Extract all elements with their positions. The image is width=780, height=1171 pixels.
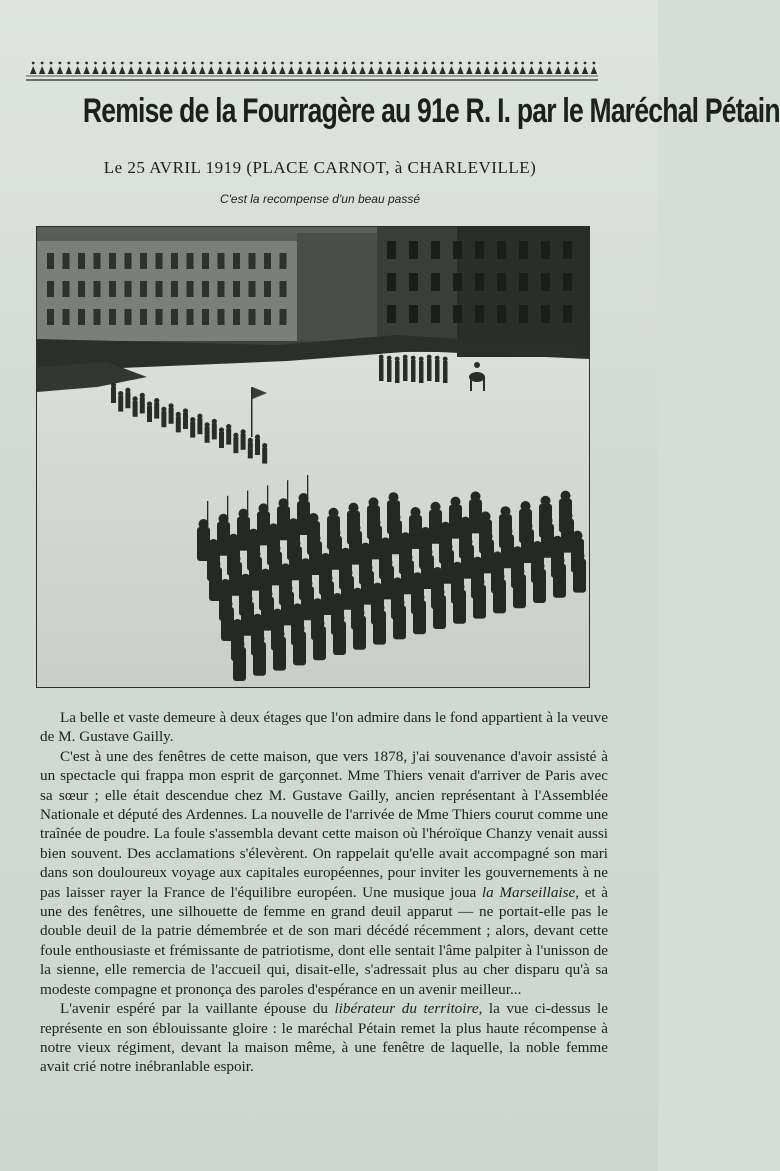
paragraph-3	[40, 999, 608, 1077]
event-date-location: Le 25 AVRIL 1919 (PLACE CARNOT, à CHARLEVILLE)	[103, 158, 537, 177]
article-body	[40, 708, 608, 1077]
decorative-border-ornament	[26, 44, 598, 82]
paragraph-3-text-b: , la vue ci-dessus le représente en son éblouissante gloire : le maréchal Pétain remet la plus haute récompense à notre vieux régiment, devant la maison même, à une fenêtre de laquelle, la noble femme avait crié notre inébranlable espoir.	[40, 1000, 608, 1076]
paragraph-2	[40, 747, 608, 999]
marseillaise-italic: la Marseillaise	[481, 883, 576, 901]
liberateur-italic: libérateur du territoire	[334, 1000, 479, 1018]
page-title: Remise de la Fourragère au 91e R. I. par le Maréchal Pétain	[82, 92, 780, 130]
paragraph-2-text-b: , et à une des fenêtres, une silhouette de femme en grand deuil apparut — ne portait-elle pas le double deuil de la patrie démembrée et de son mari décédé récemment ; alors, devant cette foule enthousiaste et frémissante de patriotisme, dont elle sentait l'âme palpiter à l'unisson de la sienne, elle remercia de l'accueil qui, disait-elle, s'adressait plus au cher disparu qu'à sa modeste compagne et prononça des paroles d'espérance en un avenir meilleur...	[40, 883, 609, 998]
tagline: C'est la recompense d'un beau passé	[219, 192, 421, 206]
paragraph-2-text-a: C'est à une des fenêtres de cette maison, que vers 1878, j'ai souvenance d'avoir assisté à un spectacle qui frappa mon esprit de garçonnet. Mme Thiers venait d'arriver de Paris avec sa sœur ; elle était descendue chez M. Gustave Gailly, ancien représentant à l'Assemblée Nationale et député des Ardennes. La nouvelle de l'arrivée de Mme Thiers courut comme une traînée de poudre. La foule s'assembla devant cette maison où l'héroïque Chanzy venait aussi bien souvent. Des acclamations s'élevèrent. On rappelait qu'elle avait accompagné son mari dans son douloureux voyage aux capitales européennes, pour inviter les gouvernements à ne pas laisser rayer la France de l'équilibre européen. Une musique joua	[40, 747, 608, 901]
paragraph-3-text-a: L'avenir espéré par la vaillante épouse du	[60, 1000, 335, 1018]
paragraph-1: La belle et vaste demeure à deux étages que l'on admire dans le fond appartient à la veuve de M. Gustave Gailly.	[40, 709, 608, 746]
ceremony-photograph	[36, 226, 590, 688]
